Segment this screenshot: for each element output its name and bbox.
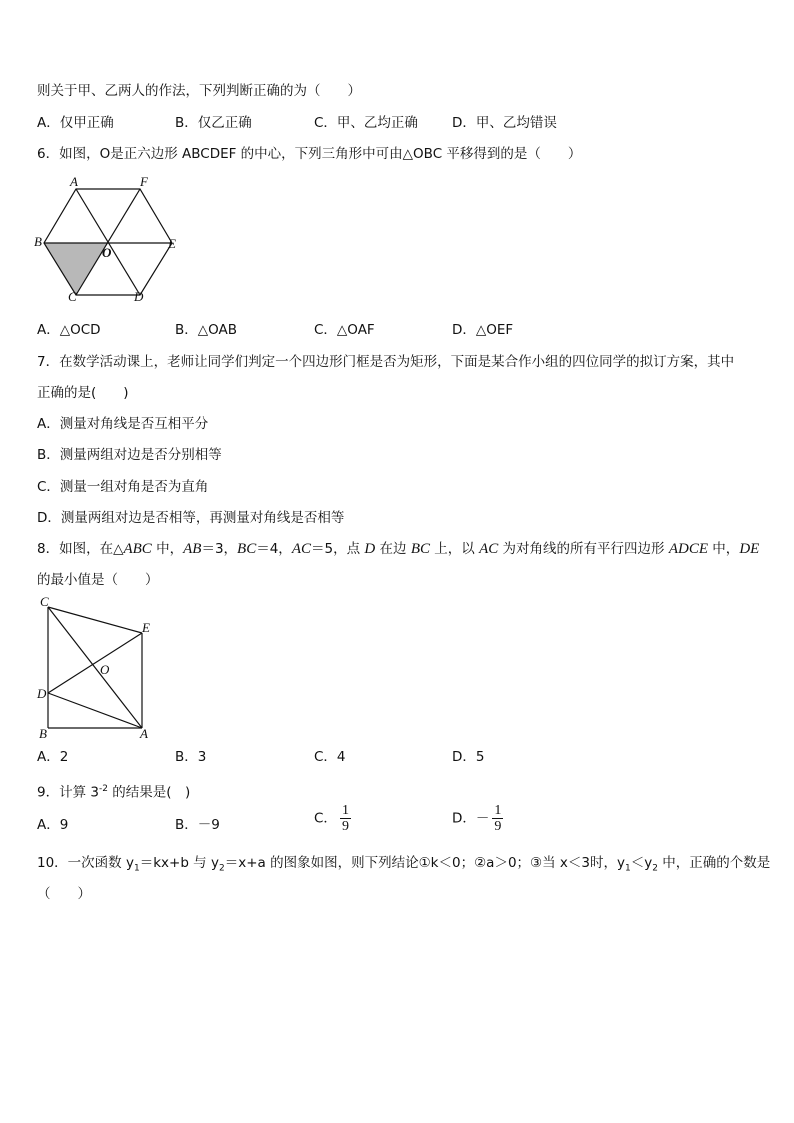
q7-option-b: B．测量两组对边是否分别相等 — [37, 447, 222, 463]
q5-option-b: B．仅乙正确 — [175, 115, 252, 131]
label-o: O — [100, 662, 110, 677]
q6-option-d: D．△OEF — [452, 322, 514, 338]
label-b: B — [34, 234, 42, 249]
fraction-one-ninth: $\frac{1}{9}$ — [341, 803, 349, 834]
q7-option-a: A．测量对角线是否互相平分 — [37, 416, 209, 432]
q6-stem: 6．如图，O是正六边形 ABCDEF 的中心，下列三角形中可由△OBC 平移得到的是（ ） — [37, 146, 582, 162]
q5-option-a: A．仅甲正确 — [37, 115, 114, 131]
q10-stem-line2: （ ） — [37, 886, 91, 902]
q6-option-b: B．△OAB — [175, 322, 238, 338]
label-o: O — [102, 245, 112, 260]
label-e: E — [142, 620, 150, 635]
label-d: D — [37, 686, 47, 701]
q9-option-b: B．－9 — [175, 817, 220, 833]
q9-stem: 9．计算 $3^{-2}$ 的结果是( ) — [37, 784, 191, 801]
side-ca — [48, 607, 142, 728]
q9-option-c: C． $\frac{1}{9}$ — [314, 803, 349, 834]
q8-option-c: C．4 — [314, 749, 346, 765]
q7-option-c: C．测量一组对角是否为直角 — [37, 479, 209, 495]
q6-option-c: C．△OAF — [314, 322, 375, 338]
q7-option-d: D．测量两组对边是否相等，再测量对角线是否相等 — [37, 510, 345, 526]
label-c: C — [68, 289, 77, 304]
q9-option-d: D．－ $\frac{1}{9}$ — [452, 803, 502, 834]
side-ce — [48, 607, 142, 633]
q8-parallelogram-figure — [30, 592, 160, 742]
label-a: A — [70, 174, 78, 189]
q7-stem-line1: 7．在数学活动课上，老师让同学们判定一个四边形门框是否为矩形，下面是某合作小组的四位同学的拟订方案，其中 — [37, 354, 735, 370]
q8-option-d: D．5 — [452, 749, 485, 765]
label-d: D — [134, 289, 144, 304]
segment-de — [48, 633, 142, 693]
fraction-one-ninth: $\frac{1}{9}$ — [494, 803, 502, 834]
q8-option-a: A．2 — [37, 749, 69, 765]
q8-stem-line2: 的最小值是（ ） — [37, 572, 159, 588]
label-b: B — [39, 726, 47, 741]
q5-option-c: C．甲、乙均正确 — [314, 115, 418, 131]
shaded-triangle-obc — [44, 243, 108, 295]
q5-stem: 则关于甲、乙两人的作法，下列判断正确的为（ ） — [37, 83, 361, 99]
q6-option-a: A．△OCD — [37, 322, 101, 338]
label-e: E — [168, 236, 176, 251]
label-f: F — [140, 174, 148, 189]
q8-stem-line1: 8．如图，在△ABC 中，AB＝3，BC＝4，AC＝5，点 D 在边 BC 上，以 AC 为对角线的所有平行四边形 ADCE 中，DE — [37, 541, 760, 557]
q10-stem-line1: 10．一次函数 $y_1=kx+b$ 与 $y_2=x+a$ 的图象如图，则下列结论①k＜0；②a＞0；③当 x＜3时，$y_1<y_2$ 中，正确的个数是 — [37, 855, 771, 874]
label-a: A — [140, 726, 148, 741]
q5-option-d: D．甲、乙均错误 — [452, 115, 557, 131]
label-c: C — [40, 594, 49, 609]
q9-option-a: A．9 — [37, 817, 69, 833]
q7-stem-line2: 正确的是( ) — [37, 385, 129, 401]
q8-option-b: B．3 — [175, 749, 207, 765]
q6-hexagon-figure — [30, 172, 190, 307]
